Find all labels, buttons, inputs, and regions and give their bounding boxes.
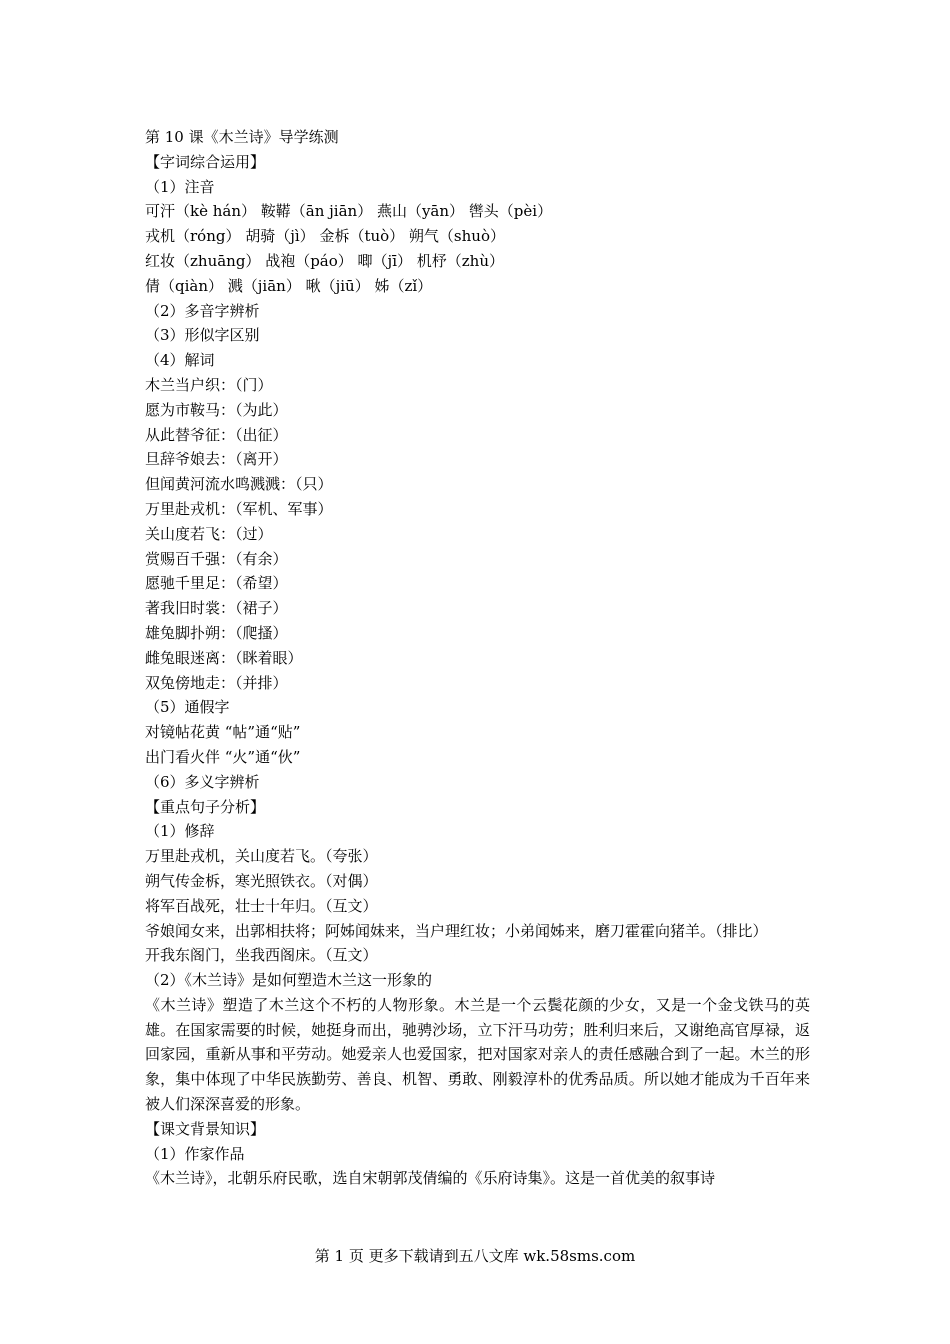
background-line: 【课文背景知识】 bbox=[145, 1119, 266, 1138]
vocabulary-line: 万里赴戎机，关山度若飞。（夸张） bbox=[145, 847, 378, 866]
vocabulary-line: 愿驰千里足：（希望） bbox=[145, 574, 288, 593]
text-block-background bbox=[145, 1117, 810, 1167]
vocabulary-line: 雄兔脚扑朔：（爬搔） bbox=[145, 623, 288, 642]
vocabulary-line: （5）通假字 bbox=[145, 698, 230, 717]
paragraph-parallelism-example: 爷娘闻女来，出郭相扶将；阿姊闻妹来，当户理红妆；小弟闻姊来，磨刀霍霍向猪羊。（排比） bbox=[145, 921, 768, 940]
analysis-line: （2）《木兰诗》是如何塑造木兰这一形象的 bbox=[145, 971, 433, 990]
vocabulary-line: （6）多义字辨析 bbox=[145, 772, 260, 791]
vocabulary-line: 赏赐百千强：（有余） bbox=[145, 549, 288, 568]
vocabulary-line: （2）多音字辨析 bbox=[145, 301, 260, 320]
document-title: 第 10 课《木兰诗》导学练测 bbox=[145, 128, 339, 146]
vocabulary-line: 将军百战死，壮士十年归。（互文） bbox=[145, 896, 378, 915]
document-body bbox=[145, 125, 810, 1191]
vocabulary-line: 【重点句子分析】 bbox=[145, 797, 266, 816]
vocabulary-line: 关山度若飞：（过） bbox=[145, 524, 273, 543]
vocabulary-line: 可汗（kè hán） 鞍鞯（ān jiān） 燕山（yān） 辔头（pèi） bbox=[145, 202, 553, 221]
vocabulary-line: 倩（qiàn） 溅（jiān） 啾（jiū） 姊（zǐ） bbox=[145, 276, 433, 295]
vocabulary-line: 朔气传金柝，寒光照铁衣。（对偶） bbox=[145, 871, 378, 890]
vocabulary-line: 万里赴戎机：（军机、军事） bbox=[145, 499, 333, 518]
vocabulary-line: 愿为市鞍马：（为此） bbox=[145, 400, 288, 419]
vocabulary-line: 出门看火伴 “火”通“伙” bbox=[145, 747, 301, 766]
vocabulary-line: 木兰当户织：（门） bbox=[145, 375, 273, 394]
vocabulary-line: 从此替爷征：（出征） bbox=[145, 425, 288, 444]
vocabulary-line: 戎机（róng） 胡骑（jì） 金柝（tuò） 朔气（shuò） bbox=[145, 227, 505, 246]
vocabulary-line: 雌兔眼迷离：（眯着眼） bbox=[145, 648, 303, 667]
vocabulary-line: 著我旧时裳：（裙子） bbox=[145, 599, 288, 618]
vocabulary-line: （1）注音 bbox=[145, 177, 215, 196]
vocabulary-line: 【字词综合运用】 bbox=[145, 152, 266, 171]
vocabulary-line: 对镜帖花黄 “帖”通“贴” bbox=[145, 723, 301, 742]
analysis-line: 开我东阁门，坐我西阁床。（互文） bbox=[145, 946, 378, 965]
text-block-analysis bbox=[145, 943, 810, 993]
vocabulary-line: （3）形似字区别 bbox=[145, 326, 260, 345]
paragraph-author-works: 《木兰诗》，北朝乐府民歌，选自宋朝郭茂倩编的《乐府诗集》。这是一首优美的叙事诗 bbox=[145, 1169, 716, 1188]
background-line: （1）作家作品 bbox=[145, 1144, 245, 1163]
vocabulary-line: 但闻黄河流水鸣溅溅：（只） bbox=[145, 475, 333, 494]
page-footer: 第 1 页 更多下载请到五八文库 wk.58sms.com bbox=[314, 1247, 636, 1265]
vocabulary-line: 双兔傍地走：（并排） bbox=[145, 673, 288, 692]
vocabulary-line: （4）解词 bbox=[145, 351, 215, 370]
vocabulary-line: 红妆（zhuāng） 战袍（páo） 唧（jī） 机杼（zhù） bbox=[145, 251, 504, 270]
vocabulary-line: （1）修辞 bbox=[145, 822, 215, 841]
paragraph-mulan-character: 《木兰诗》塑造了木兰这个不朽的人物形象。木兰是一个云鬓花颜的少女，又是一个金戈铁马的英雄。在国家需要的时候，她挺身而出，驰骋沙场，立下汗马功劳；胜利归来后，又谢绝高官厚禄，返回家园，重新从事和平劳动。她爱亲人也爱国家，把对国家对亲人的责任感融合到了一起。木兰的形象，集中体现了中华民族勤劳、善良、机智、勇敢、刚毅淳朴的优秀品质。所以她才能成为千百年来被人们深深喜爱的形象。 bbox=[145, 995, 810, 1114]
text-block-vocabulary bbox=[145, 150, 810, 919]
vocabulary-line: 旦辞爷娘去：（离开） bbox=[145, 450, 288, 469]
